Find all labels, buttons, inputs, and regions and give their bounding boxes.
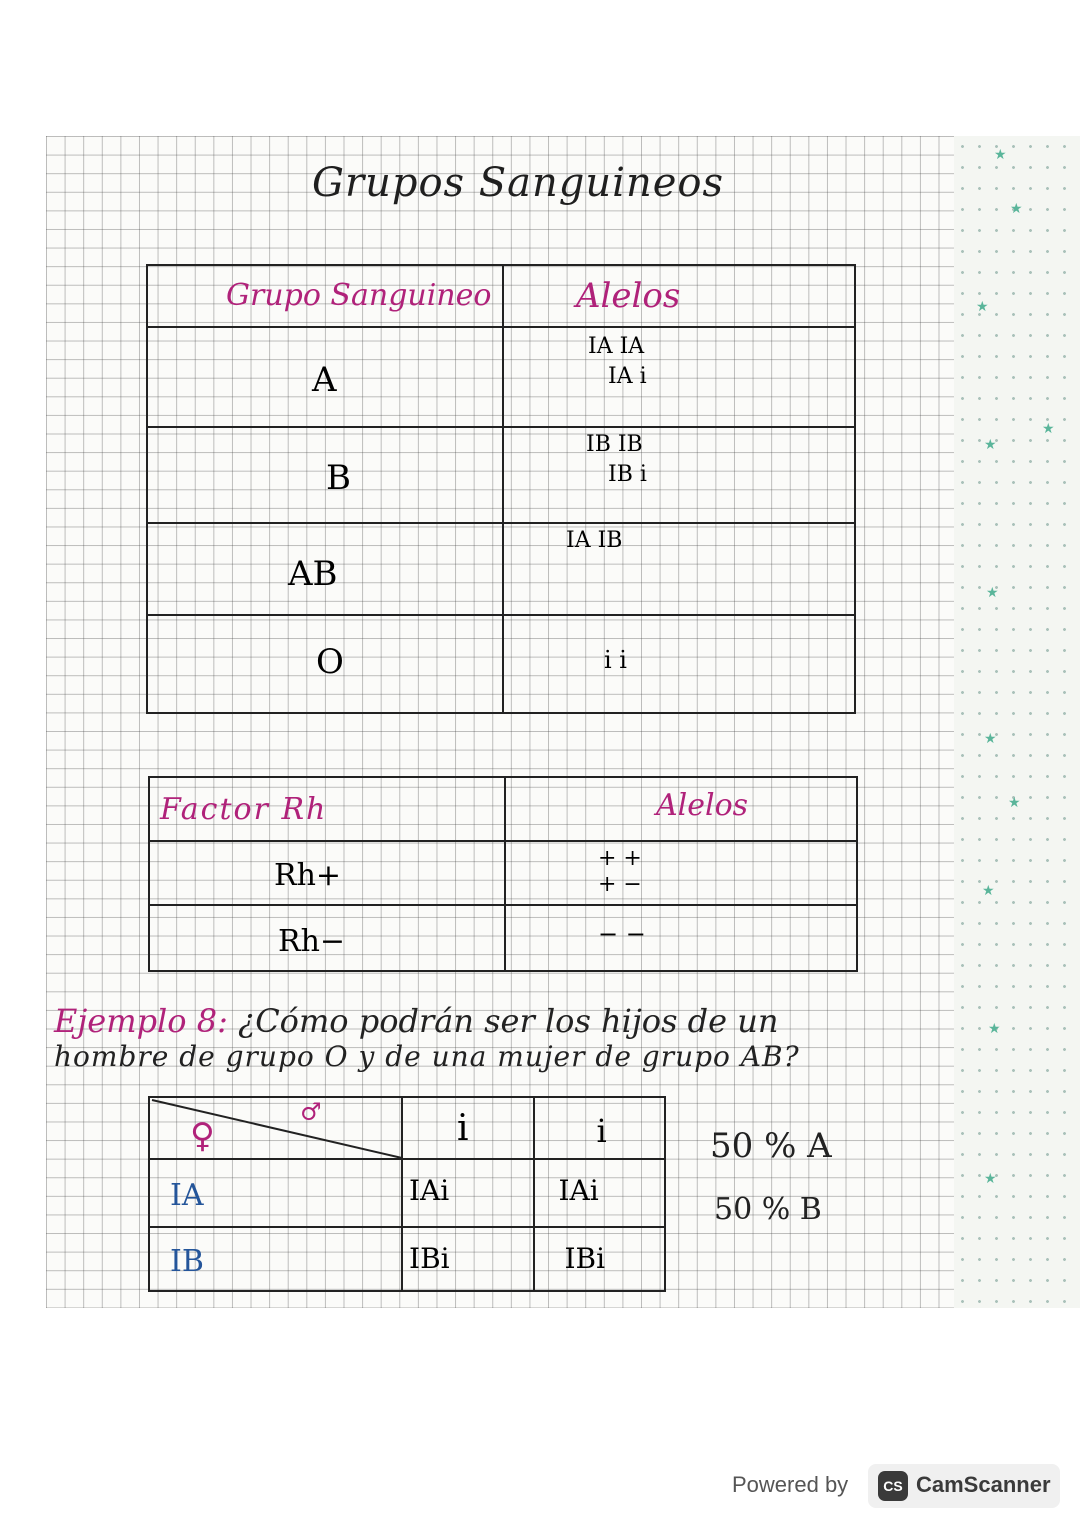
header-alleles: Alelos [576, 276, 681, 316]
header-alleles: Alelos [656, 788, 749, 823]
allele-label: IB [170, 1244, 204, 1279]
star-icon: ★ [984, 1171, 997, 1187]
star-icon: ★ [1010, 201, 1023, 217]
result-a: 50 % A [710, 1126, 832, 1166]
group-label: AB [288, 554, 338, 594]
punnett-col-header [534, 1097, 666, 1159]
example-question-line1: ¿Cómo podrán ser los hijos de un [238, 1002, 779, 1040]
group-label: O [316, 642, 344, 682]
header-cell [505, 777, 857, 841]
alleles-line: IA i [608, 364, 647, 389]
alleles-line: IB IB [586, 432, 643, 457]
punnett-cell [534, 1227, 666, 1291]
star-icon: ★ [984, 437, 997, 453]
punnett-row-header [149, 1227, 402, 1291]
alleles-cell [505, 841, 857, 905]
table-row [149, 905, 505, 971]
allele-label: i [596, 1112, 607, 1150]
group-label: A [312, 360, 337, 400]
alleles-line: − − [598, 920, 646, 948]
alleles-line: IA IB [566, 528, 623, 553]
page-title: Grupos Sanguineos [312, 160, 724, 206]
rh-label: Rh− [278, 924, 346, 959]
genotype: IAi [409, 1174, 450, 1207]
genotype: IBi [564, 1242, 606, 1275]
table-row [147, 615, 503, 713]
table-row [147, 427, 503, 523]
camscanner-logo-icon: CS [878, 1471, 908, 1501]
blood-group-table [146, 264, 856, 714]
header-blood-group: Grupo Sanguineo [226, 278, 492, 313]
star-icon: ★ [988, 1021, 1001, 1037]
alleles-line: IA IA [588, 334, 645, 359]
diagonal-line [150, 1098, 404, 1160]
camscanner-brand: CamScanner [916, 1472, 1051, 1497]
star-icon: ★ [984, 731, 997, 747]
alleles-cell [503, 427, 855, 523]
star-icon: ★ [982, 883, 995, 899]
punnett-col-header [402, 1097, 533, 1159]
star-icon: ★ [986, 585, 999, 601]
group-label: B [326, 458, 351, 498]
allele-label: IA [170, 1178, 204, 1213]
powered-by-text: Powered by [732, 1472, 849, 1497]
table-row [147, 327, 503, 427]
genotype: IBi [409, 1242, 450, 1275]
example-label: Ejemplo 8: [54, 1002, 228, 1040]
allele-label: i [457, 1108, 469, 1149]
header-rh-factor: Factor Rh [160, 792, 328, 827]
example-question-line2: hombre de grupo O y de una mujer de grupo AB? [54, 1040, 800, 1073]
table-row [149, 841, 505, 905]
alleles-line: + + [598, 846, 642, 871]
star-icon: ★ [1008, 795, 1021, 811]
punnett-cell [402, 1159, 533, 1227]
star-icon: ★ [994, 147, 1007, 163]
alleles-line: + − [598, 872, 642, 897]
male-icon: ♂ [300, 1098, 322, 1126]
alleles-cell [503, 327, 855, 427]
punnett-corner [149, 1097, 402, 1159]
punnett-cell [534, 1159, 666, 1227]
punnett-square [148, 1096, 666, 1292]
alleles-cell [503, 523, 855, 615]
punnett-cell [402, 1227, 533, 1291]
rh-label: Rh+ [274, 858, 342, 893]
genotype: IAi [558, 1174, 599, 1207]
decorative-margin [954, 136, 1080, 1308]
rh-factor-table [148, 776, 858, 972]
female-icon: ♀ [190, 1116, 215, 1156]
star-icon: ★ [976, 299, 989, 315]
table-row [147, 523, 503, 615]
header-cell [147, 265, 503, 327]
example-heading [54, 1002, 778, 1040]
alleles-cell [505, 905, 857, 971]
alleles-cell [503, 615, 855, 713]
header-cell [503, 265, 855, 327]
alleles-line: i i [604, 646, 627, 674]
alleles-line: IB i [608, 462, 647, 487]
star-icon: ★ [1042, 421, 1055, 437]
header-cell [149, 777, 505, 841]
result-b: 50 % B [714, 1192, 822, 1227]
punnett-row-header [149, 1159, 402, 1227]
